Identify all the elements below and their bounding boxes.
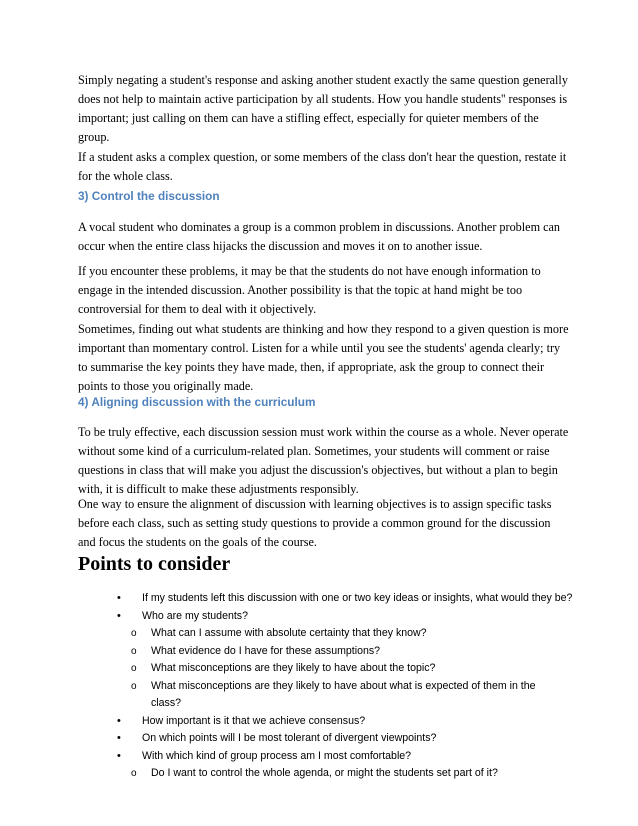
list-item xyxy=(0,730,638,748)
bullet-icon: • xyxy=(117,714,121,727)
list-item xyxy=(0,713,638,731)
list-item-text: If my students left this discussion with one or two key ideas or insights, what would they be? xyxy=(142,592,573,604)
heading-control-discussion: 3) Control the discussion xyxy=(78,189,220,203)
paragraph-effective: To be truly effective, each discussion session must work within the course as a whole. Never operate without some kind of a curriculum-related plan. Sometimes, your students will comment or raise questions in class that will make you adjust the discussion's objectives, but without a plan to begin with, it is difficult to make these adjustments responsibly. xyxy=(78,425,569,496)
list-item xyxy=(0,590,638,608)
paragraph-problems: If you encounter these problems, it may be that the students do not have enough information to engage in the intended discussion. Another possibility is that the topic at hand might be too controversial for them to deal with it objectively. xyxy=(78,264,541,316)
sub-list-item xyxy=(0,765,551,783)
list-item xyxy=(0,748,638,766)
heading-points-to-consider: Points to consider xyxy=(78,553,231,575)
open-bullet-icon: o xyxy=(131,680,137,692)
heading-aligning-curriculum: 4) Aligning discussion with the curriculum xyxy=(78,395,316,409)
sub-list-item xyxy=(0,678,551,713)
sub-list-item-text: Do I want to control the whole agenda, or might the students set part of it? xyxy=(151,767,498,779)
sub-list-item-text: What evidence do I have for these assumptions? xyxy=(151,644,381,657)
list-item-text: Who are my students? xyxy=(142,609,248,622)
list-item-text: On which points will I be most tolerant of divergent viewpoints? xyxy=(142,732,437,744)
sub-list-item xyxy=(0,643,551,661)
paragraph-restate: If a student asks a complex question, or some members of the class don't hear the question, restate it for the whole class. xyxy=(78,150,567,183)
open-bullet-icon: o xyxy=(131,768,137,779)
open-bullet-icon: o xyxy=(131,645,137,657)
sub-list-item-text: What misconceptions are they likely to have about the topic? xyxy=(151,662,436,674)
open-bullet-icon: o xyxy=(131,628,137,639)
considerations-list xyxy=(0,590,638,783)
list-item-text: How important is it that we achieve consensus? xyxy=(142,714,366,727)
paragraph-sometimes: Sometimes, finding out what students are thinking and how they respond to a given question is more important than momentary control. Listen for a while until you see the students' agenda clearly; try to summarise the key points they have made, then, if appropriate, ask the group to connect their points to those you originally made. xyxy=(78,322,569,393)
sub-list-item xyxy=(0,660,551,678)
bullet-icon: • xyxy=(117,609,121,622)
open-bullet-icon: o xyxy=(131,663,137,674)
bullet-icon: • xyxy=(117,732,121,744)
sub-list-item xyxy=(0,625,551,643)
sub-list-item-text: What can I assume with absolute certainty that they know? xyxy=(151,627,427,639)
list-item xyxy=(0,608,638,626)
paragraph-alignment: One way to ensure the alignment of discussion with learning objectives is to assign specific tasks before each class, such as setting study questions to provide a common ground for the discussion and focus the students on the goals of the course. xyxy=(78,497,552,549)
sub-list-item-text: What misconceptions are they likely to have about what is expected of them in the class? xyxy=(151,679,536,709)
bullet-icon: • xyxy=(117,749,121,762)
list-item-text: With which kind of group process am I most comfortable? xyxy=(142,749,412,762)
bullet-icon: • xyxy=(117,592,121,604)
paragraph-responses: Simply negating a student's response and asking another student exactly the same question generally does not help to maintain active participation by all students. How you handle students'' responses is important; just calling on them can have a stifling effect, especially for quieter members of the group. xyxy=(78,73,568,144)
paragraph-vocal-student: A vocal student who dominates a group is a common problem in discussions. Another problem can occur when the entire class hijacks the discussion and moves it on to another issue. xyxy=(78,220,561,253)
